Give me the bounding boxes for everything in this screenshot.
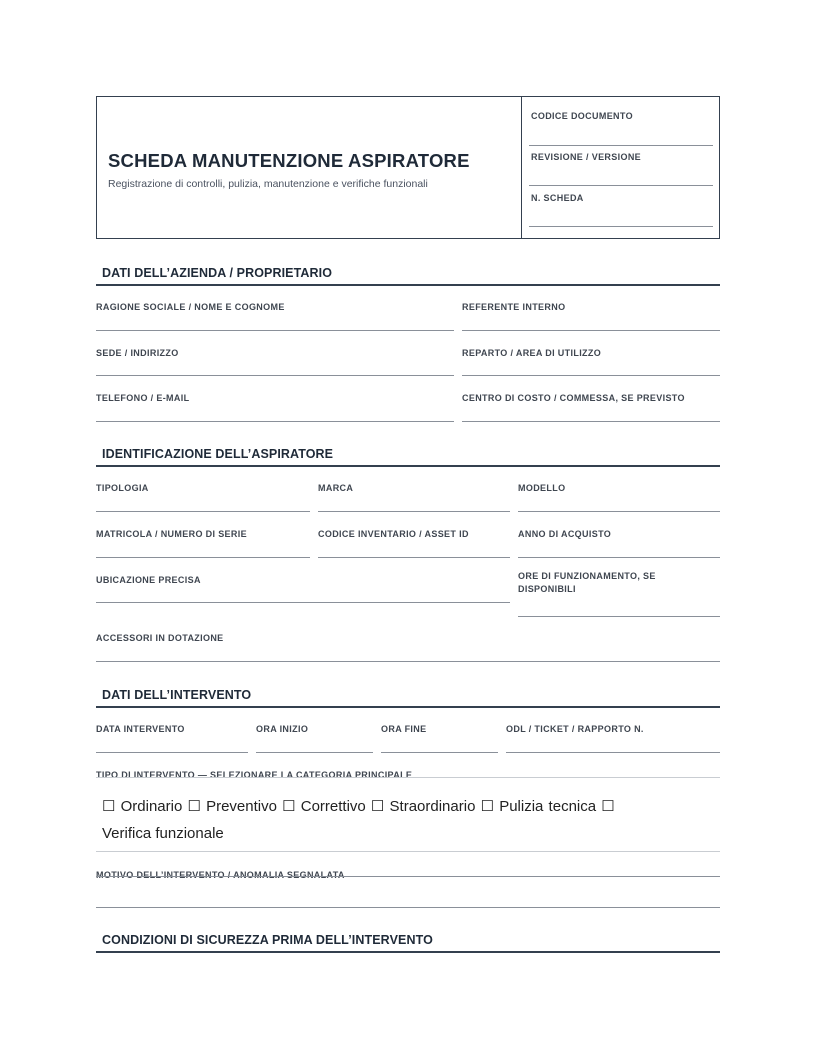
section-header-azienda: [96, 258, 720, 286]
ore-funzionamento-label-cont: DISPONIBILI: [518, 584, 576, 594]
ubicazione-field[interactable]: [96, 570, 510, 604]
accessori-field[interactable]: [96, 628, 720, 662]
matricola-field[interactable]: [96, 524, 310, 558]
accessori-line: [96, 661, 720, 662]
section-title-azienda: DATI DELL’AZIENDA / PROPRIETARIO: [102, 266, 333, 280]
centro-costo-field[interactable]: [462, 388, 720, 422]
referente-line: [462, 330, 720, 331]
data-intervento-field[interactable]: [96, 719, 248, 753]
tipo-intervento-divider: [96, 777, 720, 778]
anno-acquisto-field[interactable]: [518, 524, 720, 558]
sede-field[interactable]: [96, 343, 454, 377]
marca-field[interactable]: [318, 478, 510, 512]
ragione-sociale-line: [96, 330, 454, 331]
modello-field[interactable]: [518, 478, 720, 512]
section-title-intervento: DATI DELL’INTERVENTO: [102, 688, 252, 702]
sede-label: SEDE / INDIRIZZO: [96, 348, 179, 358]
motivo-label: MOTIVO DELL’INTERVENTO / ANOMALIA SEGNALATA: [96, 870, 345, 880]
checkbox-row-1[interactable]: ☐ Ordinario ☐ Preventivo ☐ Correttivo ☐ Straordinario ☐ Pulizia tecnica ☐: [102, 798, 615, 815]
matricola-line: [96, 557, 310, 558]
ora-fine-field[interactable]: [381, 719, 498, 753]
telefono-line: [96, 421, 454, 422]
checkbox-divider: [96, 851, 720, 852]
marca-line: [318, 511, 510, 512]
ora-inizio-field[interactable]: [256, 719, 373, 753]
tipo-intervento-checkboxes[interactable]: [96, 792, 720, 852]
tipo-intervento-header: [96, 765, 720, 779]
anno-acquisto-label: ANNO DI ACQUISTO: [518, 529, 612, 539]
referente-label: REFERENTE INTERNO: [462, 302, 566, 312]
telefono-label: TELEFONO / E-MAIL: [96, 393, 190, 403]
ora-inizio-label: ORA INIZIO: [256, 724, 309, 734]
referente-field[interactable]: [462, 297, 720, 331]
section-header-intervento: [96, 680, 720, 708]
motivo-top-line: [96, 876, 720, 877]
marca-label: MARCA: [318, 483, 354, 493]
telefono-field[interactable]: [96, 388, 454, 422]
section-title-aspiratore: IDENTIFICAZIONE DELL’ASPIRATORE: [102, 447, 334, 461]
accessori-label: ACCESSORI IN DOTAZIONE: [96, 633, 224, 643]
motivo-line: [96, 907, 720, 908]
reparto-label: REPARTO / AREA DI UTILIZZO: [462, 348, 602, 358]
modello-line: [518, 511, 720, 512]
document-header: [96, 96, 720, 239]
ubicazione-label: UBICAZIONE PRECISA: [96, 575, 201, 585]
revisione-line: [529, 185, 713, 186]
tipologia-line: [96, 511, 310, 512]
reparto-line: [462, 375, 720, 376]
ora-fine-label: ORA FINE: [381, 724, 427, 734]
tipologia-field[interactable]: [96, 478, 310, 512]
anno-acquisto-line: [518, 557, 720, 558]
codice-documento-line: [529, 145, 713, 146]
ore-funzionamento-line: [518, 616, 720, 617]
centro-costo-label: CENTRO DI COSTO / COMMESSA, SE PREVISTO: [462, 393, 685, 403]
codice-documento-label: CODICE DOCUMENTO: [531, 111, 633, 121]
odl-field[interactable]: [506, 719, 720, 753]
matricola-label: MATRICOLA / NUMERO DI SERIE: [96, 529, 247, 539]
tipologia-label: TIPOLOGIA: [96, 483, 149, 493]
n-scheda-label: N. SCHEDA: [531, 193, 584, 203]
ragione-sociale-label: RAGIONE SOCIALE / NOME E COGNOME: [96, 302, 285, 312]
codice-inventario-label: CODICE INVENTARIO / ASSET ID: [318, 529, 469, 539]
ora-fine-line: [381, 752, 498, 753]
section-header-aspiratore: [96, 439, 720, 467]
reparto-field[interactable]: [462, 343, 720, 377]
ore-funzionamento-label: ORE DI FUNZIONAMENTO, SE: [518, 571, 656, 581]
section-header-sicurezza: [96, 925, 720, 953]
odl-line: [506, 752, 720, 753]
data-intervento-label: DATA INTERVENTO: [96, 724, 185, 734]
revisione-label: REVISIONE / VERSIONE: [531, 152, 642, 162]
page-title: SCHEDA MANUTENZIONE ASPIRATORE: [108, 150, 470, 171]
ubicazione-line: [96, 602, 510, 603]
data-intervento-line: [96, 752, 248, 753]
n-scheda-line: [529, 226, 713, 227]
codice-inventario-line: [318, 557, 510, 558]
page-subtitle: Registrazione di controlli, pulizia, manutenzione e verifiche funzionali: [108, 178, 428, 190]
sede-line: [96, 375, 454, 376]
centro-costo-line: [462, 421, 720, 422]
section-title-sicurezza: CONDIZIONI DI SICUREZZA PRIMA DELL’INTERVENTO: [102, 933, 433, 947]
motivo-field[interactable]: [96, 865, 720, 909]
codice-inventario-field[interactable]: [318, 524, 510, 558]
ora-inizio-line: [256, 752, 373, 753]
header-title-area: [97, 97, 522, 238]
checkbox-row-2[interactable]: Verifica funzionale: [102, 825, 224, 842]
ragione-sociale-field[interactable]: [96, 297, 454, 331]
odl-label: ODL / TICKET / RAPPORTO N.: [506, 724, 644, 734]
ore-funzionamento-field[interactable]: [518, 570, 720, 618]
modello-label: MODELLO: [518, 483, 566, 493]
tipo-intervento-label: TIPO DI INTERVENTO — SELEZIONARE LA CATEGORIA PRINCIPALE: [96, 770, 413, 780]
